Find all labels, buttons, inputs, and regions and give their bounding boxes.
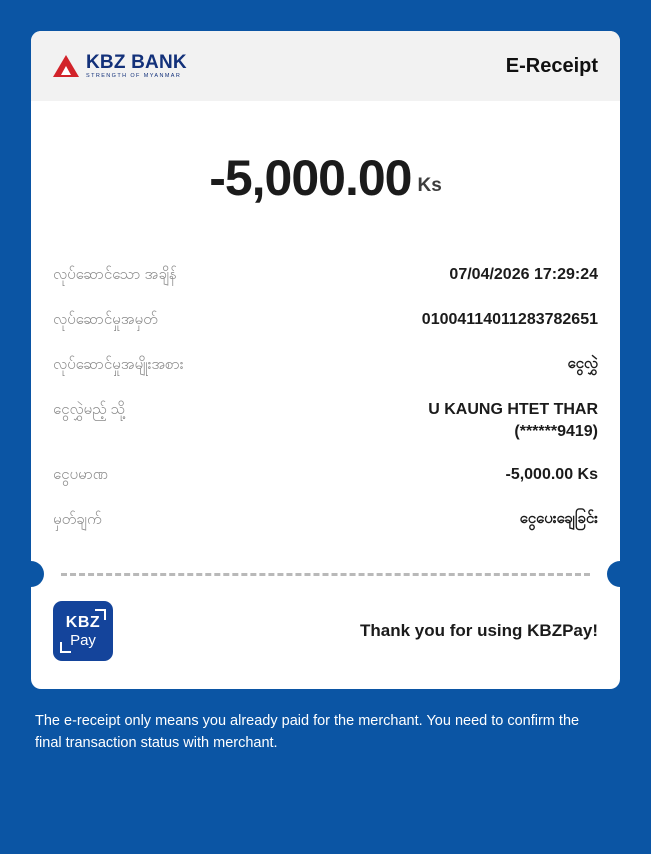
disclaimer-text: The e-receipt only means you already paid for the merchant. You need to confirm the final transaction status with merchant. <box>35 713 580 751</box>
table-row <box>53 253 598 298</box>
table-row <box>53 298 598 343</box>
row-label-transaction-time: လုပ်ဆောင်သော အချိန် <box>53 266 177 283</box>
table-row <box>53 498 598 543</box>
receipt-card <box>31 31 620 689</box>
row-value-transaction-time: 07/04/2026 17:29:24 <box>449 266 598 283</box>
receipt-details <box>31 253 620 551</box>
row-label-remark: မှတ်ချက် <box>53 511 102 529</box>
kbz-bank-logo <box>53 53 187 80</box>
row-label-transaction-id: လုပ်ဆောင်မှုအမှတ် <box>53 311 158 328</box>
receiver-account-masked: (******9419) <box>514 422 598 440</box>
receipt-footer <box>31 587 620 689</box>
row-value-transaction-id: 01004114011283782651 <box>421 311 598 328</box>
amount-currency: Ks <box>417 175 442 196</box>
receiver-name: U KAUNG HTET THAR <box>428 401 598 418</box>
brand-tagline: STRENGTH OF MYANMAR <box>86 72 182 79</box>
amount-value: -5,000.00 <box>209 150 412 206</box>
row-label-amount: ငွေပမာဏ <box>53 466 108 484</box>
brand-name: KBZ BANK <box>86 51 187 73</box>
kbz-triangle-icon <box>53 55 79 77</box>
table-row <box>53 453 598 498</box>
kbzpay-logo-line1: KBZ <box>65 613 101 631</box>
row-label-transaction-type: လုပ်ဆောင်မှုအမျိုးအစား <box>53 356 184 373</box>
kbzpay-logo-line2: Pay <box>70 631 96 649</box>
row-value-transfer-to <box>428 399 598 442</box>
perforation-notch-right <box>607 561 620 587</box>
receipt-header <box>31 31 620 101</box>
row-value-amount: -5,000.00 Ks <box>505 466 598 484</box>
row-value-remark: ငွေပေးချေခြင်း <box>519 510 598 528</box>
perforation-divider <box>31 561 620 587</box>
thanks-message: Thank you for using KBZPay! <box>359 621 598 641</box>
kbzpay-logo-icon <box>53 601 113 661</box>
row-label-transfer-to: ငွေလွှဲမည့် သို့ <box>53 401 126 418</box>
row-value-transaction-type: ငွေလွှဲ <box>567 355 598 372</box>
table-row <box>53 343 598 388</box>
amount-block <box>31 101 620 253</box>
table-row <box>53 388 598 453</box>
perforation-notch-left <box>31 561 44 587</box>
page-title: E-Receipt <box>505 54 598 77</box>
